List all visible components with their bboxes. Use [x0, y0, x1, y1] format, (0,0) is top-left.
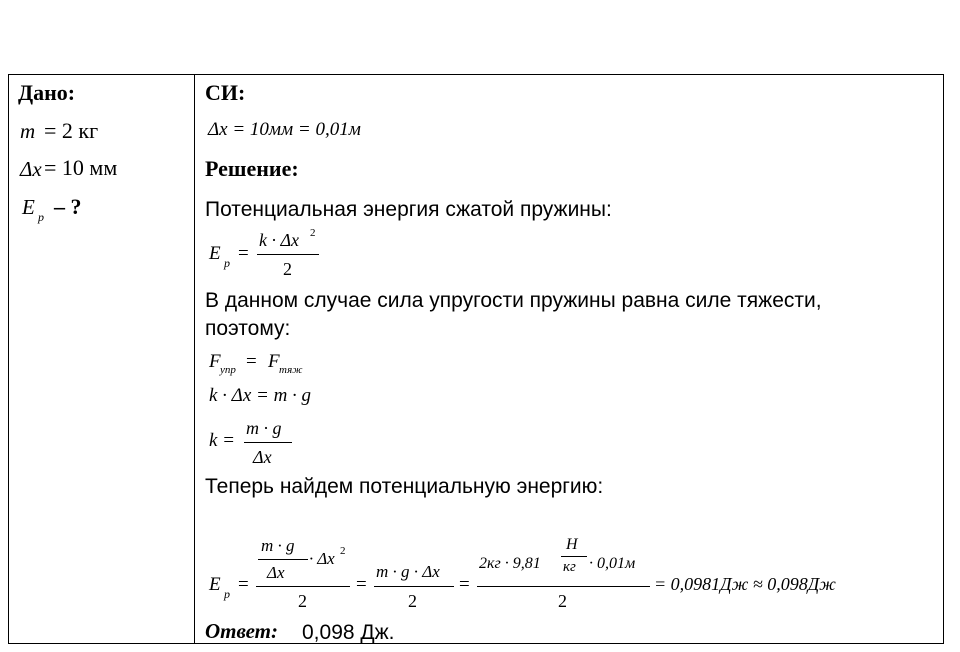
final-den-2: 2 — [408, 591, 417, 611]
answer-value: 0,098 Дж. — [302, 621, 395, 644]
final-inner-fraction-bar — [258, 559, 308, 560]
final-eq-2: = — [459, 574, 470, 595]
final-num-3-kg: кг — [563, 559, 576, 575]
solution-title: Решение: — [205, 156, 299, 181]
solution-table — [8, 74, 944, 644]
final-inner-den: Δx — [267, 563, 285, 582]
final-num-sup: 2 — [340, 545, 346, 557]
given-mass-val: = 2 кг — [44, 118, 99, 143]
f-upr-sub: упр — [220, 364, 236, 376]
k-equation-lhs: k = — [209, 430, 236, 451]
final-lhs: E — [209, 574, 221, 595]
given-dx-val: = 10 мм — [44, 155, 118, 180]
given-dx-var: Δx — [20, 157, 42, 181]
solution-text-2: В данном случае сила упругости пружины равна силе тяжести, — [205, 289, 822, 312]
solution-text-4: Теперь найдем потенциальную энергию: — [205, 475, 604, 498]
ep-formula-num: k · Δx — [259, 230, 300, 250]
solution-text-1: Потенциальная энергия сжатой пружины: — [205, 198, 612, 221]
given-ep-var: E — [22, 195, 35, 219]
k-equation-num: m · g — [246, 418, 282, 438]
f-tyazh-sub: тяж — [279, 364, 303, 376]
answer-label: Ответ: — [205, 619, 278, 643]
given-ep-question: – ? — [54, 194, 82, 219]
si-title: СИ: — [205, 80, 246, 105]
solution-text-3: поэтому: — [205, 317, 291, 340]
final-num-3b: · 0,01м — [589, 555, 636, 572]
given-title: Дано: — [18, 80, 76, 105]
given-ep-sub: p — [38, 210, 44, 224]
f-tyazh: F — [268, 351, 280, 372]
ep-formula-sub: p — [224, 256, 230, 270]
final-lhs-sub: p — [224, 587, 230, 601]
final-num-2: m · g · Δx — [376, 562, 440, 581]
final-den-1: 2 — [298, 591, 307, 611]
final-fraction-bar-2 — [374, 586, 454, 587]
ep-formula-lhs: E — [209, 243, 221, 264]
final-num-3a: 2кг · 9,81 — [479, 555, 541, 572]
final-num-3-unit-bar — [561, 556, 587, 557]
final-num-3-h: Н — [566, 536, 578, 553]
final-inner-num: m · g — [261, 536, 295, 555]
k-dx-equation: k · Δx = m · g — [209, 385, 312, 406]
final-fraction-bar-1 — [256, 586, 350, 587]
ep-formula-den: 2 — [283, 259, 292, 279]
f-upr: F — [209, 351, 221, 372]
ep-formula-num-sup: 2 — [310, 227, 316, 239]
final-lhs-eq: = — [238, 574, 249, 595]
final-fraction-bar-3 — [477, 586, 650, 587]
f-eq: = — [246, 351, 257, 372]
final-eq-1: = — [356, 574, 367, 595]
final-num-tail: · Δx — [309, 549, 335, 568]
ep-formula-eq: = — [238, 243, 249, 264]
k-equation-fraction-bar — [244, 442, 292, 443]
column-divider — [194, 74, 195, 644]
final-result: = 0,0981Дж ≈ 0,098Дж — [654, 574, 836, 594]
given-mass-var: m — [20, 119, 36, 143]
si-conversion: Δx = 10мм = 0,01м — [208, 119, 361, 140]
final-den-3: 2 — [558, 591, 567, 611]
k-equation-den: Δx — [253, 447, 272, 467]
ep-formula-fraction-bar — [257, 254, 319, 255]
